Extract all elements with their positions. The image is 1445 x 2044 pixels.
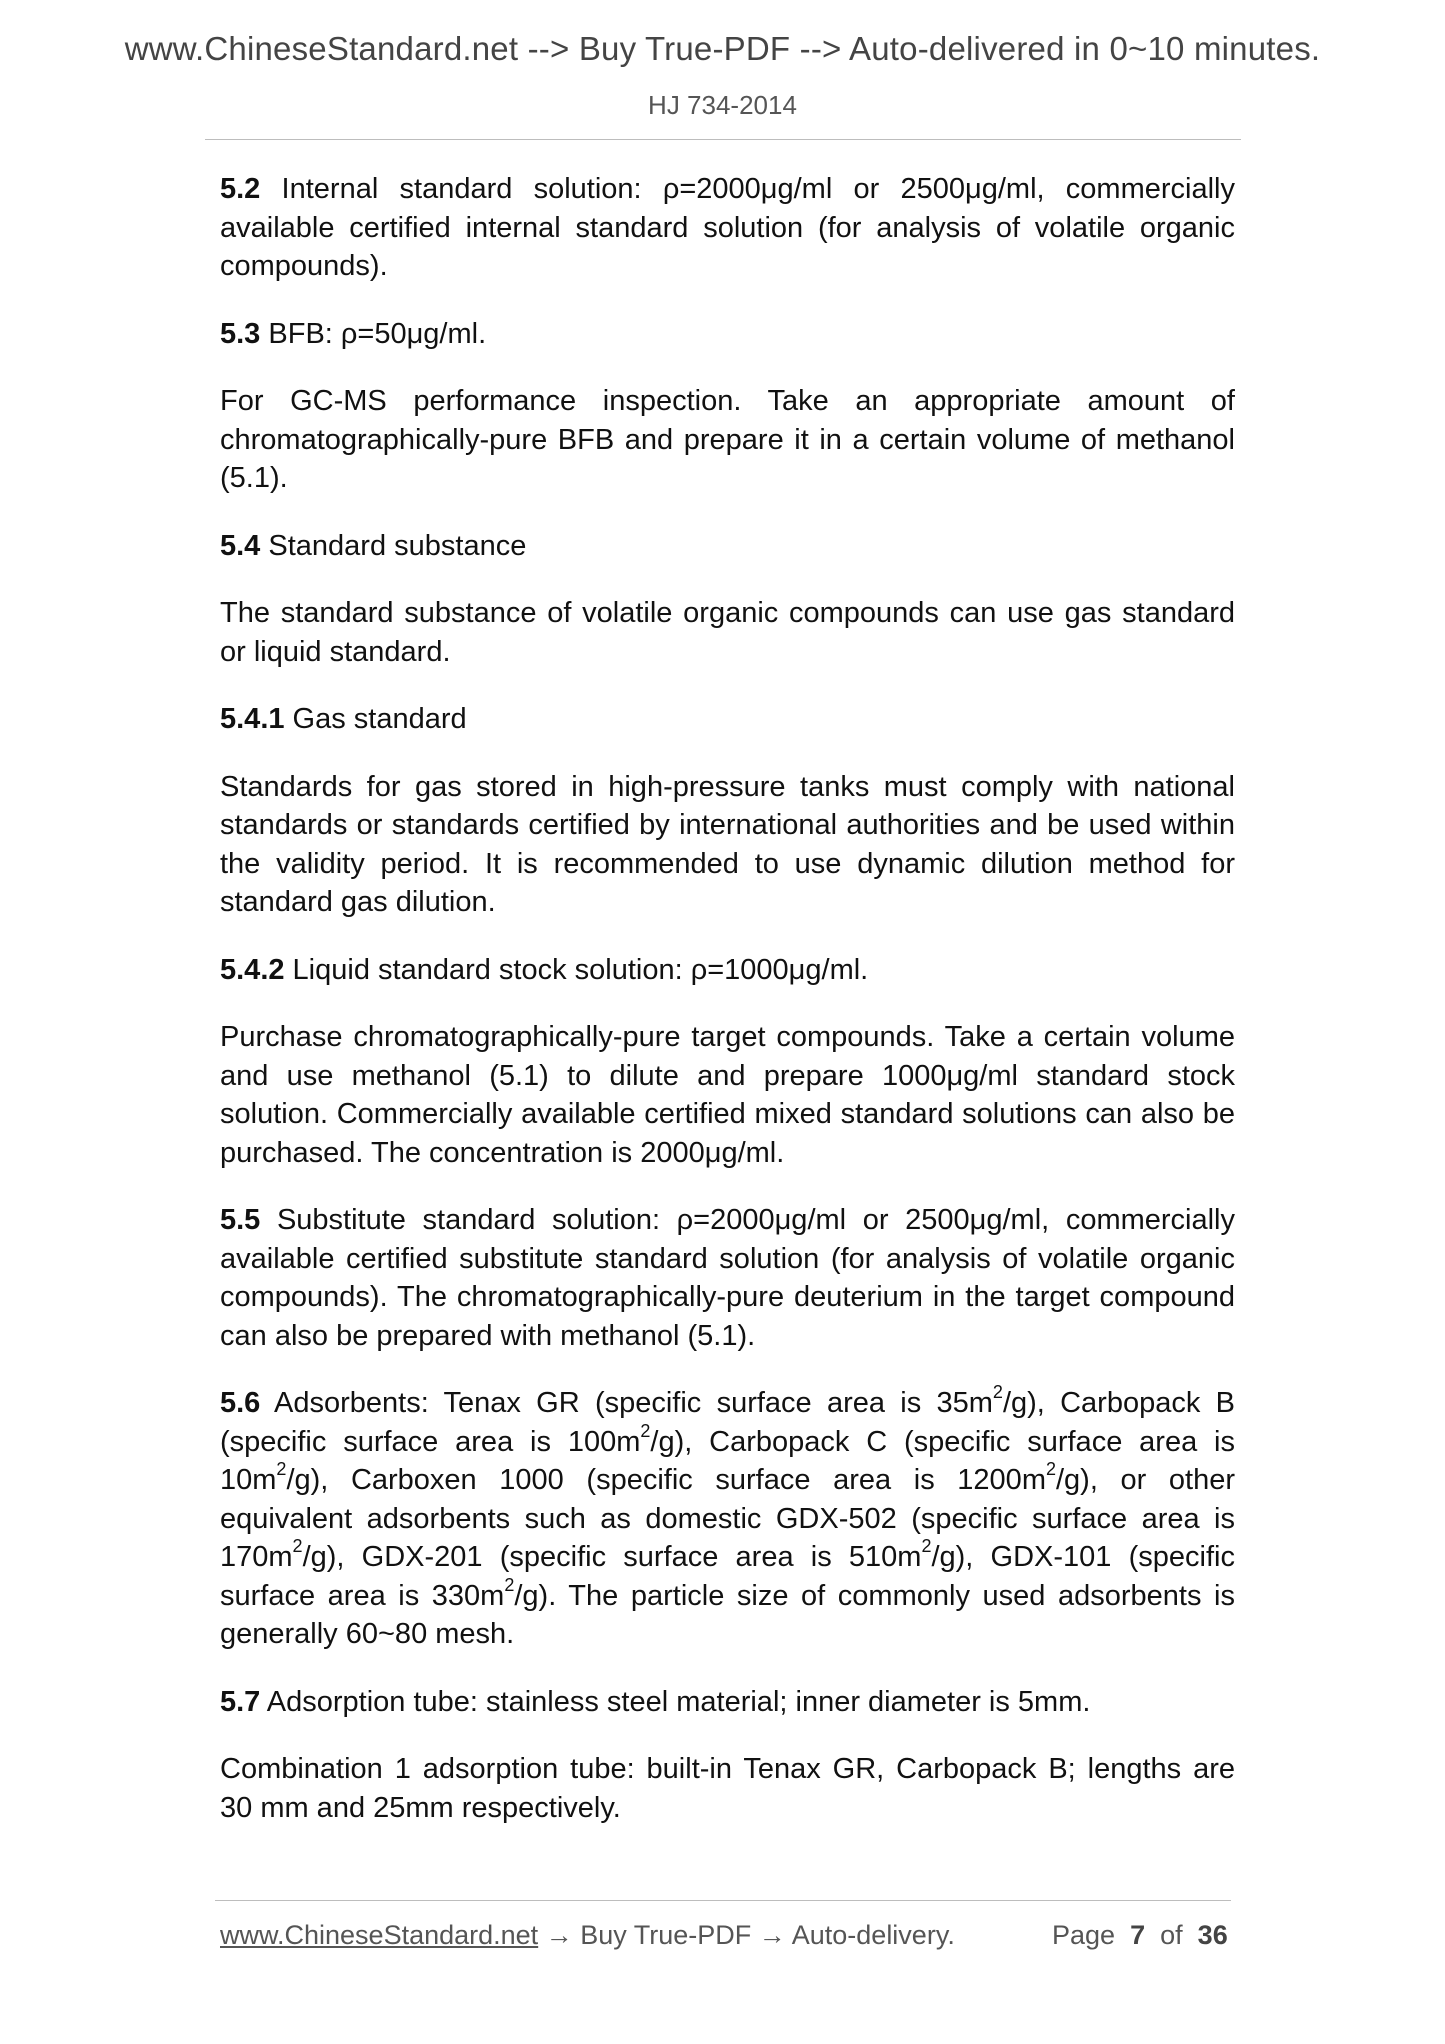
section-5-2 — [220, 170, 1235, 286]
section-5-4-body: The standard substance of volatile organic compounds can use gas standard or liquid standard. — [220, 597, 1235, 668]
superscript: 2 — [992, 1382, 1003, 1403]
section-text-part: /g), Carboxen 1000 (specific surface area is 1200m — [286, 1464, 1046, 1496]
superscript: 2 — [292, 1536, 303, 1557]
superscript: 2 — [921, 1536, 932, 1557]
section-text-part: /g), Carbopack C (specific surface area is 10m — [220, 1425, 1235, 1496]
section-number: 5.4.1 — [220, 703, 285, 735]
page-label: Page — [1052, 1920, 1116, 1950]
section-text: Standard substance — [260, 529, 527, 562]
section-text-part: /g). The particle size of commonly used adsorbents is generally 60~80 mesh. — [220, 1579, 1235, 1650]
page-indicator — [1052, 1920, 1228, 1951]
superscript: 2 — [1045, 1459, 1056, 1480]
superscript: 2 — [276, 1459, 287, 1480]
section-text-part: /g), GDX-101 (specific surface area is 330m — [220, 1541, 1235, 1612]
section-5-3 — [220, 315, 1235, 354]
superscript: 2 — [640, 1420, 651, 1441]
section-text-part: Adsorbents: Tenax GR (specific surface area is 35m — [260, 1387, 993, 1419]
document-code: HJ 734-2014 — [648, 90, 797, 120]
section-number: 5.4 — [220, 529, 261, 562]
section-5-4-1-body: Standards for gas stored in high-pressure tanks must comply with national standards or standards certified by international authorities and be used within the validity period. It is recommended to use dynamic dilution method for standard gas dilution. — [220, 770, 1235, 918]
section-5-6 — [220, 1384, 1235, 1654]
section-text-part: /g), GDX-201 (specific surface area is 510m — [302, 1541, 922, 1573]
total-pages: 36 — [1197, 1920, 1228, 1950]
section-5-4 — [220, 527, 1235, 566]
site-banner: www.ChineseStandard.net --> Buy True-PDF --> Auto-delivered in 0~10 minutes. — [124, 30, 1321, 67]
page-number: 7 — [1130, 1920, 1146, 1950]
section-text: Liquid standard stock solution: ρ=1000μg/ml. — [284, 953, 869, 986]
footer-promo-text: → Buy True-PDF → Auto-delivery. — [538, 1920, 955, 1950]
header-divider — [205, 139, 1241, 140]
section-number: 5.3 — [220, 317, 261, 350]
section-text: Adsorption tube: stainless steel material; inner diameter is 5mm. — [260, 1685, 1091, 1718]
of-label: of — [1160, 1920, 1183, 1950]
section-text-part: /g), Carbopack B (specific surface area is 100m — [220, 1387, 1235, 1458]
section-5-7 — [220, 1683, 1235, 1722]
section-5-5 — [220, 1201, 1235, 1355]
section-number: 5.7 — [220, 1685, 261, 1718]
section-5-3-body: For GC-MS performance inspection. Take an appropriate amount of chromatographically-pure BFB and prepare it in a certain volume of methanol (5.1). — [220, 385, 1235, 494]
footer-divider — [215, 1900, 1231, 1901]
section-number: 5.4.2 — [220, 953, 285, 986]
section-text: Substitute standard solution: ρ=2000μg/ml or 2500μg/ml, commercially available certified substitute standard solution (for analysis of volatile organic compounds). The chromatographically-pure deuterium in the target compound can also be prepared with methanol (5.1). — [220, 1204, 1235, 1352]
section-5-7-body: Combination 1 adsorption tube: built-in Tenax GR, Carbopack B; lengths are 30 mm and 25mm respectively. — [220, 1753, 1235, 1824]
section-number: 5.2 — [220, 173, 261, 205]
section-text: Gas standard — [284, 703, 467, 735]
section-text: Internal standard solution: ρ=2000μg/ml or 2500μg/ml, commercially available certified internal standard solution (for analysis of volatile organic compounds). — [220, 173, 1235, 282]
section-5-4-1 — [220, 700, 1235, 739]
superscript: 2 — [504, 1574, 515, 1595]
section-number: 5.5 — [220, 1204, 261, 1236]
section-text: BFB: ρ=50μg/ml. — [260, 317, 487, 350]
footer-site-link[interactable]: www.ChineseStandard.net — [220, 1920, 539, 1950]
section-text-part: /g), or other equivalent adsorbents such as domestic GDX-502 (specific surface area is 170m — [220, 1464, 1236, 1573]
section-5-4-2 — [220, 951, 1235, 990]
footer-promo — [220, 1920, 955, 1951]
document-body — [220, 170, 1235, 1856]
section-5-4-2-body: Purchase chromatographically-pure target compounds. Take a certain volume and use methanol (5.1) to dilute and prepare 1000μg/ml standard stock solution. Commercially available certified mixed standard solutions can also be purchased. The concentration is 2000μg/ml. — [220, 1021, 1235, 1169]
section-number: 5.6 — [220, 1387, 261, 1419]
